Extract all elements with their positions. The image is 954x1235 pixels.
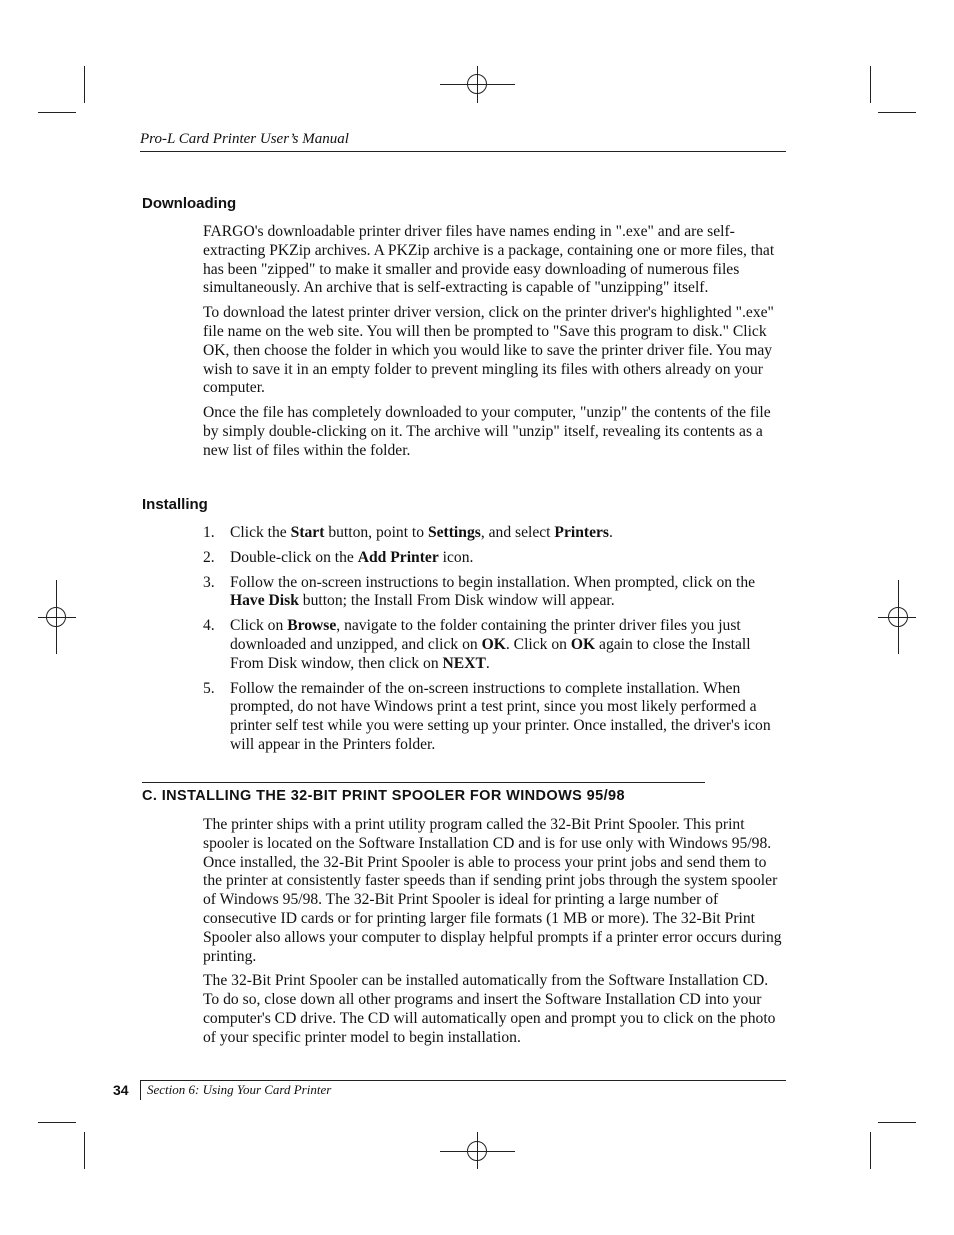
section-rule xyxy=(142,782,705,783)
step-text: Follow the remainder of the on-screen instructions to complete installation. When prompted, do not have Windows print a test print, since you most likely performed a printer self test while you were setting up your printer. Once installed, the driver's icon will appear in the Printers folder. xyxy=(230,679,771,753)
install-step xyxy=(203,617,785,673)
downloading-paragraph: FARGO's downloadable printer driver files have names ending in ".exe" and are self-extracting PKZip archives. A PKZip archive is a package, containing one or more files, that has been "zipped" to make it smaller and provide easy downloading of numerous files simultaneously. An archive that is self-extracting is capable of "unzipping" itself. xyxy=(203,223,775,297)
step-ui-term: Add Printer xyxy=(357,548,439,566)
step-number: 5. xyxy=(203,679,215,697)
step-text: Double-click on the xyxy=(230,548,358,566)
install-step xyxy=(203,574,785,612)
install-step xyxy=(203,524,785,543)
step-text: , and select xyxy=(480,524,555,541)
step-text: Follow the on-screen instructions to begin installation. When prompted, click on the xyxy=(230,573,756,591)
step-ui-term: Start xyxy=(290,524,325,541)
footer-section-label: Section 6: Using Your Card Printer xyxy=(147,1082,332,1097)
step-number: 3. xyxy=(203,573,215,591)
header-rule xyxy=(140,151,786,152)
step-text: button; the Install From Disk window will appear. xyxy=(298,592,615,610)
install-step xyxy=(203,549,785,568)
downloading-body xyxy=(203,223,785,467)
step-ui-term: OK xyxy=(570,635,596,653)
step-ui-term: OK xyxy=(481,635,506,653)
step-ui-term: Printers xyxy=(554,524,609,541)
step-text: , navigate to the folder containing the printer driver files you just downloaded and unzipped, and click on xyxy=(230,617,741,653)
step-ui-term: Settings xyxy=(427,524,481,541)
page-number: 34 xyxy=(113,1082,129,1098)
step-ui-term: NEXT xyxy=(442,654,486,672)
step-number: 1. xyxy=(203,524,215,541)
footer-rule xyxy=(140,1080,786,1081)
downloading-paragraph: Once the file has completely downloaded to your computer, "unzip" the contents of the file by simply double-clicking on it. The archive will "unzip" itself, revealing its contents as a new list of files within the folder. xyxy=(203,404,771,459)
section-c-heading: C. INSTALLING THE 32-BIT PRINT SPOOLER FOR WINDOWS 95/98 xyxy=(142,788,625,804)
installing-steps xyxy=(203,524,785,761)
step-text: . xyxy=(608,524,613,541)
step-text: . xyxy=(485,654,490,672)
step-text: again to close the Install From Disk window, then click on xyxy=(230,635,751,672)
downloading-paragraph: To download the latest printer driver version, click on the printer driver's highlighted ".exe" file name on the web site. You will then be prompted to "Save this program to disk." Click OK, then choose the folder in which you would like to save the printer driver file. You may wish to save it in an empty folder to prevent mingling its files with others already on your computer. xyxy=(203,304,774,397)
section-c-body xyxy=(203,816,785,1054)
step-text: button, point to xyxy=(324,524,428,541)
step-text: icon. xyxy=(438,548,474,566)
section-c-paragraph: The printer ships with a print utility program called the 32-Bit Print Spooler. This print spooler is located on the Software Installation CD and is for use only with Windows 95/98. Once installed, the 32-Bit Print Spooler is able to process your print jobs and send them to the printer at consistently faster speeds than if sending print jobs through the system spooler of Windows 95/98. The 32-Bit Print Spooler is ideal for printing a large number of consecutive ID cards or for printing larger file formats (1 MB or more). The 32-Bit Print Spooler also allows your computer to display helpful prompts if a printer error occurs during printing. xyxy=(203,816,782,965)
step-number: 2. xyxy=(203,548,215,566)
footer-divider xyxy=(140,1080,141,1100)
step-text: Click the xyxy=(230,524,291,541)
step-number: 4. xyxy=(203,617,215,635)
step-text: . Click on xyxy=(505,635,571,653)
install-step xyxy=(203,680,785,755)
step-ui-term: Browse xyxy=(287,617,337,635)
running-header: Pro-L Card Printer User’s Manual xyxy=(140,131,349,147)
downloading-heading: Downloading xyxy=(142,195,237,212)
step-ui-term: Have Disk xyxy=(230,592,299,610)
step-text: Click on xyxy=(230,617,288,635)
section-c-paragraph: The 32-Bit Print Spooler can be installed automatically from the Software Installation CD. To do so, close down all other programs and insert the Software Installation CD into your computer's CD drive. The CD will automatically open and prompt you to click on the photo of your specific printer model to begin installation. xyxy=(203,972,776,1046)
installing-heading: Installing xyxy=(142,496,208,513)
